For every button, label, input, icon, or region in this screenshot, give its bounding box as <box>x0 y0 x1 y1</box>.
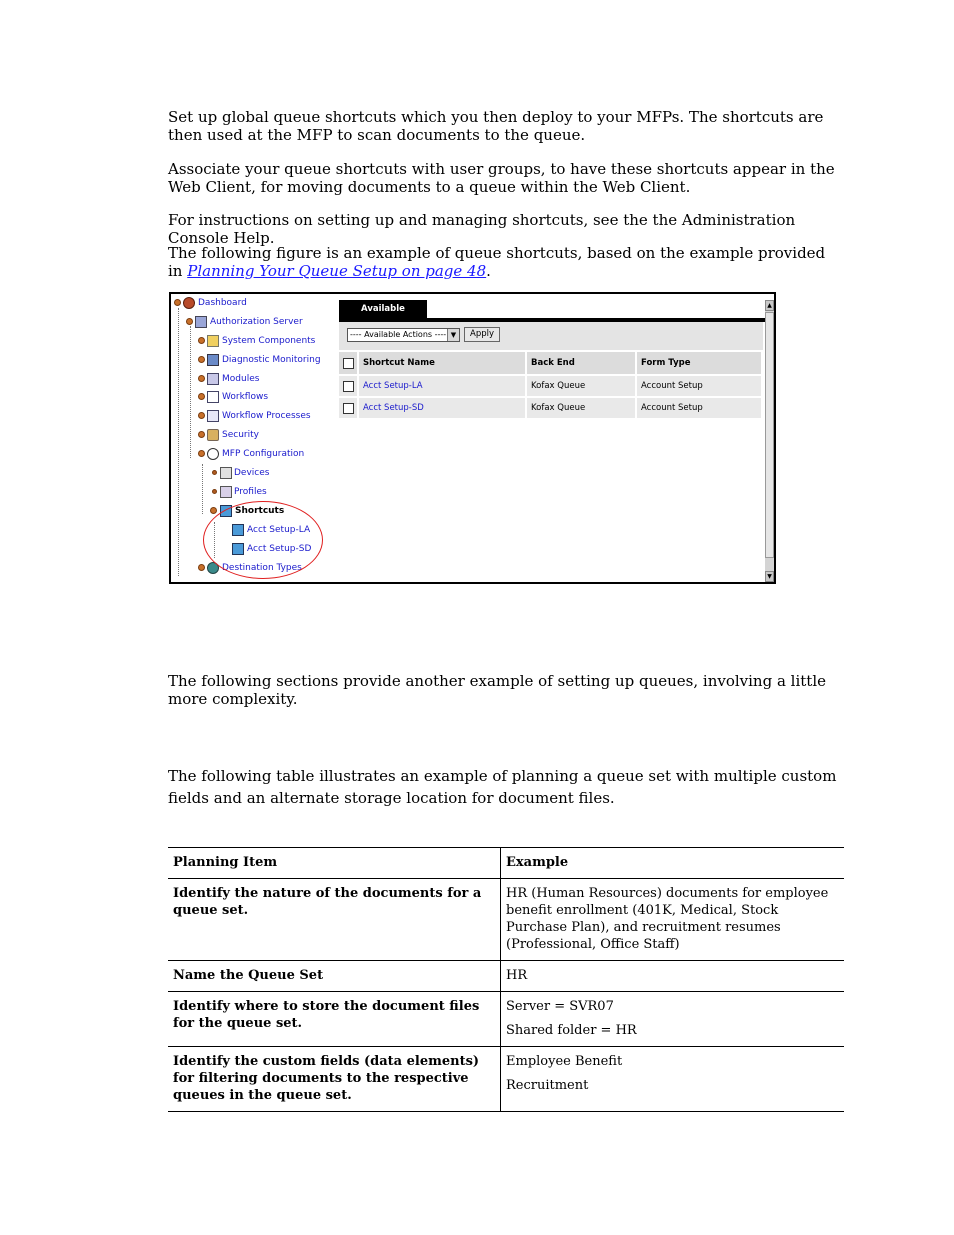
mfp-icon <box>207 448 219 460</box>
planning-item-cell: Identify the custom fields (data elements) for filtering documents to the respective queues in the queue set. <box>168 1047 501 1112</box>
expand-icon[interactable] <box>198 393 205 400</box>
column-header[interactable]: Back End <box>526 352 636 375</box>
complexity-paragraph: The following sections provide another example of setting up queues, involving a little more complexity. <box>168 672 827 708</box>
tab-available-shortcuts[interactable]: Available <box>339 300 427 318</box>
process-icon <box>207 410 219 422</box>
shortcut-name-link[interactable]: Acct Setup-SD <box>358 397 526 419</box>
example-line: Recruitment <box>506 1078 589 1093</box>
form-type-cell: Account Setup <box>636 375 762 397</box>
queue-shortcuts-figure <box>169 292 776 584</box>
expand-icon[interactable] <box>198 356 205 363</box>
figure-intro-period: . <box>486 262 491 280</box>
table-row <box>168 1047 844 1112</box>
modules-icon <box>207 373 219 385</box>
example-line: Shared folder = HR <box>506 1023 637 1038</box>
scroll-up-icon[interactable]: ▲ <box>765 300 774 311</box>
table-header-row <box>339 352 762 375</box>
expand-icon[interactable] <box>198 412 205 419</box>
dropdown-arrow-icon[interactable]: ▼ <box>447 329 459 341</box>
row-checkbox[interactable] <box>343 403 354 414</box>
example-cell <box>501 961 845 992</box>
key-icon <box>207 429 219 441</box>
example-cell <box>501 1047 845 1112</box>
example-cell <box>501 992 845 1047</box>
instructions-paragraph: For instructions on setting up and managing shortcuts, see the the Administration Console Help. <box>168 211 796 247</box>
shortcuts-table <box>339 352 763 420</box>
workflow-icon <box>207 391 219 403</box>
expand-icon[interactable] <box>186 318 193 325</box>
monitor-icon <box>207 354 219 366</box>
expand-icon[interactable] <box>210 507 217 514</box>
tab-bar <box>339 300 765 322</box>
shortcut-name-link[interactable]: Acct Setup-LA <box>358 375 526 397</box>
header-planning-item: Planning Item <box>168 848 501 879</box>
select-all-checkbox[interactable] <box>343 358 354 369</box>
form-type-cell: Account Setup <box>636 397 762 419</box>
dashboard-icon <box>183 297 195 309</box>
expand-icon[interactable] <box>198 337 205 344</box>
components-icon <box>207 335 219 347</box>
expand-icon[interactable] <box>198 375 205 382</box>
scroll-down-icon[interactable]: ▼ <box>765 571 774 582</box>
table-intro-paragraph: The following table illustrates an example of planning a queue set with multiple custom fields and an alternate storage location for document files. <box>168 767 837 807</box>
figure-intro-paragraph <box>168 244 844 280</box>
example-line: HR <box>506 968 528 983</box>
expand-icon[interactable] <box>198 450 205 457</box>
table-row <box>339 375 762 397</box>
intro-paragraph: Set up global queue shortcuts which you then deploy to your MFPs. The shortcuts are then used at the MFP to scan documents to the queue. <box>168 108 824 144</box>
example-line: Employee Benefit <box>506 1054 623 1069</box>
row-checkbox[interactable] <box>343 381 354 392</box>
shortcuts-panel <box>339 300 765 582</box>
planning-table <box>168 847 844 1112</box>
navigation-tree: Dashboard Authorization Server System Components Diagnostic Monitoring Modules Workflows Workflow Processes Security MFP Configuration Devices Profiles Shortcuts Acct Setup-LA Acct Setup-SD Destination Types <box>171 294 339 582</box>
planning-item-cell: Name the Queue Set <box>168 961 501 992</box>
table-row <box>168 961 844 992</box>
column-header[interactable]: Form Type <box>636 352 762 375</box>
backend-cell: Kofax Queue <box>526 397 636 419</box>
planning-table-header <box>168 848 844 879</box>
profile-icon <box>220 486 232 498</box>
available-actions-select[interactable] <box>347 328 460 342</box>
expand-icon[interactable] <box>212 470 217 475</box>
example-line: Server = SVR07 <box>506 999 614 1014</box>
figure-intro-text: The following figure is an example of queue shortcuts, based on the example provided in <box>168 244 826 280</box>
planning-queue-setup-link[interactable]: Planning Your Queue Setup on page 48 <box>187 262 487 280</box>
server-icon <box>195 316 207 328</box>
header-example: Example <box>501 848 845 879</box>
actions-toolbar <box>339 322 763 350</box>
column-header[interactable]: Shortcut Name <box>358 352 526 375</box>
example-cell <box>501 879 845 961</box>
planning-item-cell: Identify the nature of the documents for a queue set. <box>168 879 501 961</box>
vertical-scrollbar[interactable] <box>765 300 774 582</box>
device-icon <box>220 467 232 479</box>
table-row <box>168 992 844 1047</box>
table-row <box>168 879 844 961</box>
select-value: ---- Available Actions ---- <box>350 330 447 339</box>
planning-item-cell: Identify where to store the document files for the queue set. <box>168 992 501 1047</box>
expand-icon[interactable] <box>212 489 217 494</box>
apply-button[interactable]: Apply <box>464 327 500 342</box>
expand-icon[interactable] <box>174 299 181 306</box>
table-row <box>339 397 762 419</box>
backend-cell: Kofax Queue <box>526 375 636 397</box>
expand-icon[interactable] <box>198 431 205 438</box>
highlight-oval <box>203 501 323 579</box>
user-groups-paragraph: Associate your queue shortcuts with user groups, to have these shortcuts appear in the Web Client, for moving documents to a queue within the Web Client. <box>168 160 835 196</box>
example-line: HR (Human Resources) documents for employee benefit enrollment (401K, Medical, Stock Purchase Plan), and recruitment resumes (Professional, Office Staff) <box>506 886 829 952</box>
expand-icon[interactable] <box>198 564 205 571</box>
scroll-thumb[interactable] <box>765 312 774 558</box>
